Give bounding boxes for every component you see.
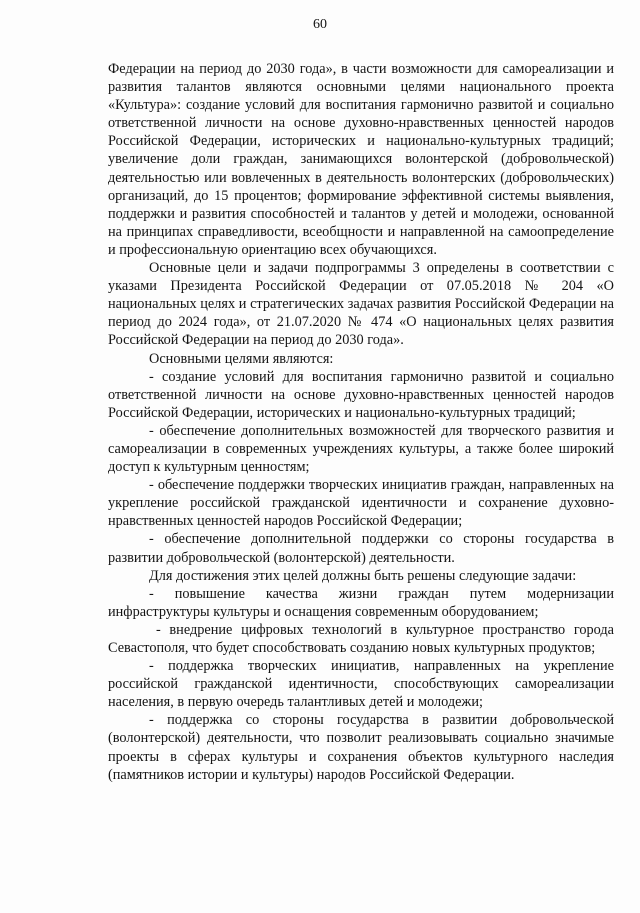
paragraph-intro: Федерации на период до 2030 года», в части возможности для самореализации и развития талантов являются основными целями национального проекта «Культура»: создание условий для воспитания гармонично развитой и социально ответственной личности на основе духовно-нравственных ценностей народов Российской Федерации, исторических и национально-культурных традиций; увеличение доли граждан, занимающихся волонтерской (добровольческой) деятельностью или вовлеченных в деятельность волонтерских (добровольческих) организаций, до 15 процентов; формирование эффективной системы выявления, поддержки и развития способностей и талантов у детей и молодежи, основанной на принципах справедливости, всеобщности и направленной на самоопределение и профессиональную ориентацию всех обучающихся. [108,61,614,258]
list-item-goal-1: - создание условий для воспитания гармонично развитой и социально ответственной личности на основе духовно-нравственных ценностей народов Российской Федерации, исторических и национально-культурных традиций; [108,368,614,421]
list-item-goal-3: - обеспечение поддержки творческих инициатив граждан, направленных на укрепление российской гражданской идентичности и сохранение духовно-нравственных ценностей народов Российской Федерации; [108,477,614,530]
body-text [108,60,614,784]
list-item-goal-2: - обеспечение дополнительных возможностей для творческого развития и самореализации в современных учреждениях культуры, а также более широкий доступ к культурным ценностям; [108,422,614,476]
list-item-task-2: - внедрение цифровых технологий в культурное пространство города Севастополя, что будет способствовать созданию новых культурных продуктов; [108,621,614,656]
list-item-task-1: - повышение качества жизни граждан путем модернизации инфраструктуры культуры и оснащения современным оборудованием; [108,585,614,620]
list-item-task-4: - поддержка со стороны государства в развитии добровольческой (волонтерской) деятельности, что позволит реализовывать социально значимые проекты в сферах культуры и сохранения объектов культурного наследия (памятников истории и культуры) народов Российской Федерации. [108,712,614,783]
page-number: 60 [313,17,327,32]
paragraph-goals-heading: Основными целями являются: [149,350,334,367]
list-item-goal-4: - обеспечение дополнительной поддержки со стороны государства в развитии добровольческой (волонтерской) деятельности. [108,531,614,566]
list-item-task-3: - поддержка творческих инициатив, направленных на укрепление российской гражданской идентичности, способствующих самореализации населения, в первую очередь талантливых детей и молодежи; [108,658,614,711]
paragraph-goals-basis: Основные цели и задачи подпрограммы 3 определены в соответствии с указами Президента Российской Федерации от 07.05.2018 № 204 «О национальных целях и стратегических задачах развития Российской Федерации на период до 2024 года», от 21.07.2020 № 474 «О национальных целях развития Российской Федерации на период до 2030 года». [108,260,614,349]
paragraph-tasks-heading: Для достижения этих целей должны быть решены следующие задачи: [149,567,577,584]
